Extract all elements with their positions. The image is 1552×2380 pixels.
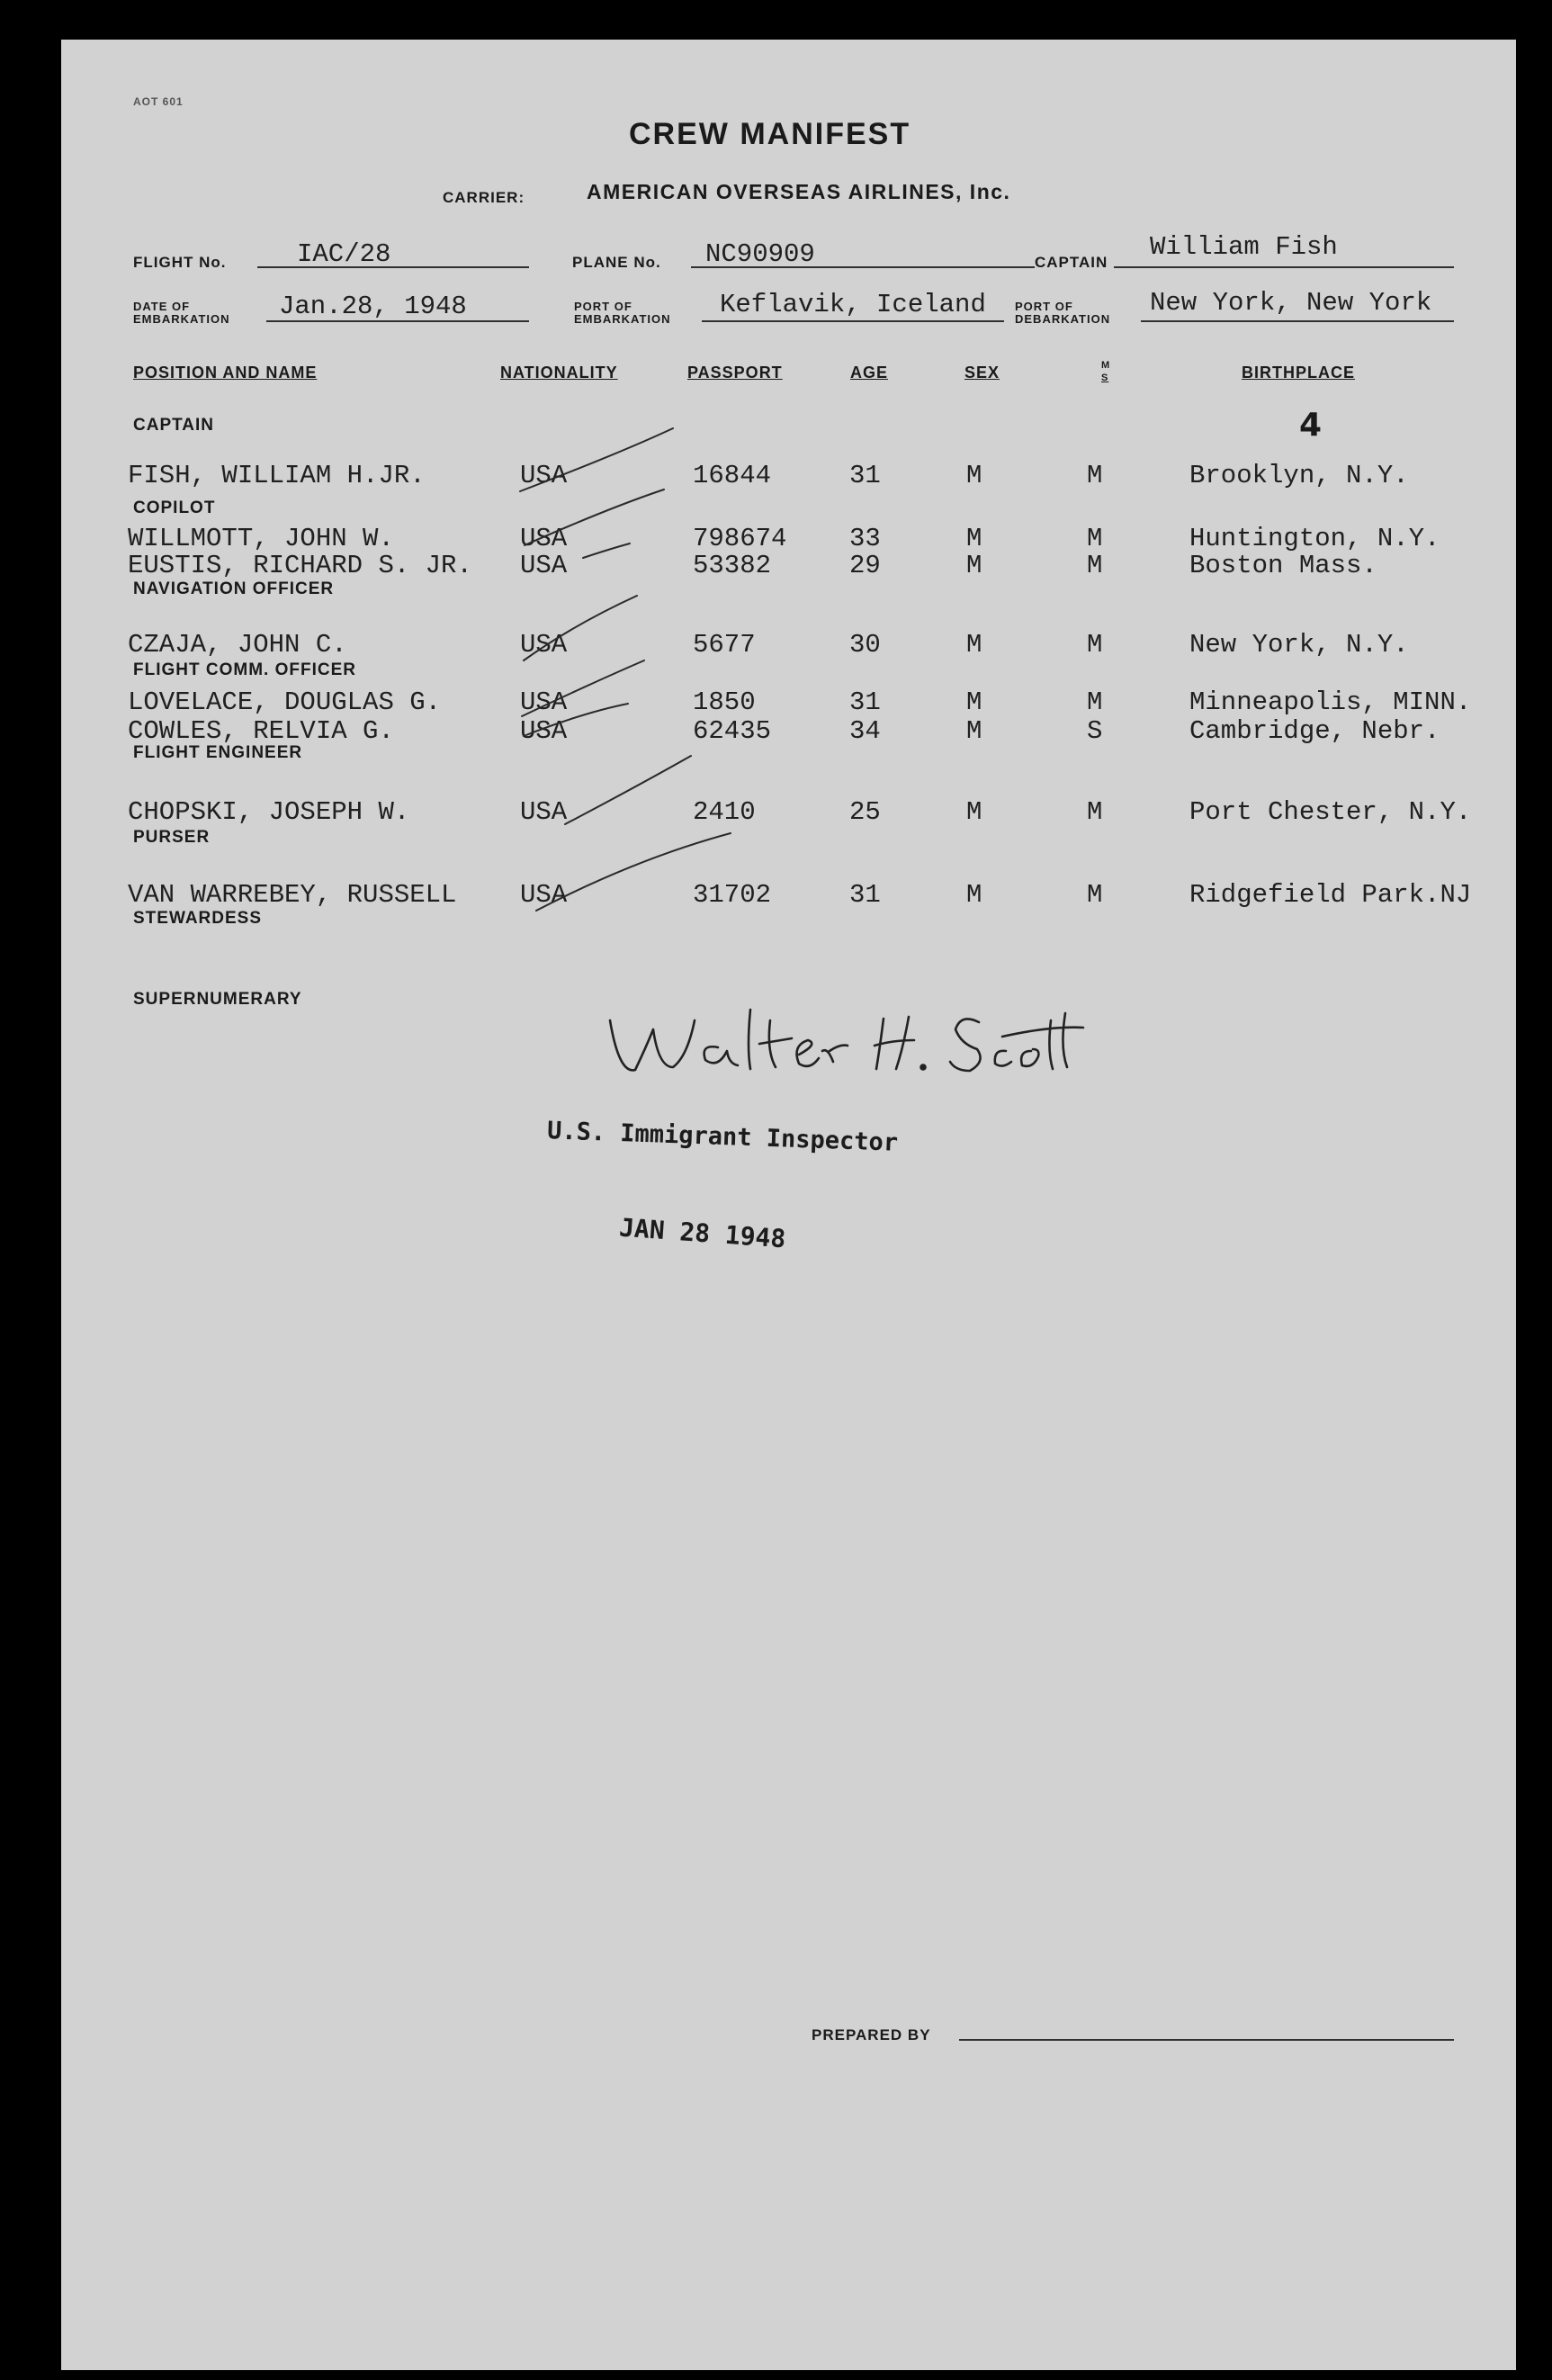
port-debarkation-value: New York, New York <box>1150 288 1432 318</box>
crew-age: 31 <box>849 687 881 717</box>
crew-nationality: USA <box>520 880 568 910</box>
crew-sex: M <box>966 551 982 580</box>
crew-sex: M <box>966 687 982 717</box>
crew-manifest-sheet <box>61 40 1516 2370</box>
crew-nationality: USA <box>520 687 568 717</box>
ditto-slash-marks <box>61 40 1516 1029</box>
col-birthplace: BIRTHPLACE <box>1242 364 1355 382</box>
stamp-date: JAN 28 1948 <box>618 1212 787 1254</box>
plane-no-value: NC90909 <box>705 239 815 269</box>
crew-age: 25 <box>849 797 881 827</box>
plane-no-label: PLANE No. <box>572 254 661 271</box>
crew-marital: M <box>1087 630 1103 660</box>
section-flight-engineer: FLIGHT ENGINEER <box>133 743 303 762</box>
crew-sex: M <box>966 461 982 490</box>
flight-no-label: FLIGHT No. <box>133 254 227 271</box>
crew-nationality: USA <box>520 797 568 827</box>
crew-passport: 1850 <box>693 687 756 717</box>
col-sex: SEX <box>964 364 1000 382</box>
crew-age: 33 <box>849 524 881 553</box>
crew-age: 29 <box>849 551 881 580</box>
crew-nationality: USA <box>520 630 568 660</box>
crew-marital: S <box>1087 716 1103 746</box>
crew-age: 34 <box>849 716 881 746</box>
crew-age: 31 <box>849 880 881 910</box>
inspector-signature <box>583 957 1087 1101</box>
crew-birthplace: Brooklyn, N.Y. <box>1189 461 1409 490</box>
crew-sex: M <box>966 630 982 660</box>
crew-passport: 16844 <box>693 461 772 490</box>
port-deb-label-2: DEBARKATION <box>1015 312 1111 326</box>
crew-name: LOVELACE, DOUGLAS G. <box>128 687 442 717</box>
crew-sex: M <box>966 880 982 910</box>
port-embarkation-value: Keflavik, Iceland <box>720 290 986 319</box>
crew-sex: M <box>966 716 982 746</box>
crew-passport: 798674 <box>693 524 787 553</box>
date-label-2: EMBARKATION <box>133 312 230 326</box>
crew-passport: 62435 <box>693 716 772 746</box>
col-position-name: POSITION AND NAME <box>133 364 318 382</box>
crew-marital: M <box>1087 461 1103 490</box>
prepared-by-label: PREPARED BY <box>812 2026 931 2043</box>
crew-name: CZAJA, JOHN C. <box>128 630 347 660</box>
col-passport: PASSPORT <box>687 364 783 382</box>
section-purser: PURSER <box>133 828 211 847</box>
col-age: AGE <box>850 364 889 382</box>
port-deb-label-1: PORT OF <box>1015 300 1073 313</box>
crew-age: 31 <box>849 461 881 490</box>
crew-name: EUSTIS, RICHARD S. JR. <box>128 551 472 580</box>
crew-birthplace: Boston Mass. <box>1189 551 1377 580</box>
col-marital-1: M <box>1101 360 1111 371</box>
crew-nationality: USA <box>520 551 568 580</box>
crew-name: VAN WARREBEY, RUSSELL <box>128 880 457 910</box>
crew-marital: M <box>1087 524 1103 553</box>
col-nationality: NATIONALITY <box>500 364 618 382</box>
crew-birthplace: Cambridge, Nebr. <box>1189 716 1440 746</box>
carrier-label: CARRIER: <box>443 189 525 206</box>
crew-name: WILLMOTT, JOHN W. <box>128 524 394 553</box>
port-emb-label-1: PORT OF <box>574 300 632 313</box>
captain-value: William Fish <box>1150 232 1338 262</box>
section-navigation-officer: NAVIGATION OFFICER <box>133 579 335 598</box>
crew-sex: M <box>966 524 982 553</box>
section-stewardess: STEWARDESS <box>133 909 263 928</box>
date-label-1: DATE OF <box>133 300 191 313</box>
crew-birthplace: Port Chester, N.Y. <box>1189 797 1472 827</box>
section-supernumerary: SUPERNUMERARY <box>133 990 302 1009</box>
crew-marital: M <box>1087 687 1103 717</box>
crew-passport: 31702 <box>693 880 772 910</box>
crew-name: COWLES, RELVIA G. <box>128 716 394 746</box>
crew-sex: M <box>966 797 982 827</box>
crew-marital: M <box>1087 880 1103 910</box>
carrier-name: AMERICAN OVERSEAS AIRLINES, Inc. <box>587 180 1011 203</box>
col-marital-2: S <box>1101 373 1109 383</box>
crew-nationality: USA <box>520 716 568 746</box>
crew-marital: M <box>1087 797 1103 827</box>
section-copilot: COPILOT <box>133 498 216 517</box>
crew-birthplace: Minneapolis, MINN. <box>1189 687 1472 717</box>
crew-birthplace: Huntington, N.Y. <box>1189 524 1440 553</box>
crew-birthplace: New York, N.Y. <box>1189 630 1409 660</box>
crew-nationality: USA <box>520 461 568 490</box>
section-flight-comm-officer: FLIGHT COMM. OFFICER <box>133 660 356 679</box>
crew-birthplace: Ridgefield Park.NJ <box>1189 880 1472 910</box>
crew-nationality: USA <box>520 524 568 553</box>
embarkation-date-value: Jan.28, 1948 <box>279 292 467 321</box>
inspector-title: U.S. Immigrant Inspector <box>546 1117 899 1157</box>
crew-age: 30 <box>849 630 881 660</box>
captain-label: CAPTAIN <box>1035 254 1108 271</box>
crew-name: FISH, WILLIAM H.JR. <box>128 461 426 490</box>
form-title: CREW MANIFEST <box>629 117 911 151</box>
crew-passport: 2410 <box>693 797 756 827</box>
crew-name: CHOPSKI, JOSEPH W. <box>128 797 410 827</box>
crew-marital: M <box>1087 551 1103 580</box>
crew-passport: 5677 <box>693 630 756 660</box>
flight-no-value: IAC/28 <box>297 239 391 269</box>
form-number: AOT 601 <box>133 95 184 108</box>
section-captain: CAPTAIN <box>133 416 215 435</box>
crew-passport: 53382 <box>693 551 772 580</box>
page-number: 4 <box>1299 407 1323 444</box>
port-emb-label-2: EMBARKATION <box>574 312 671 326</box>
